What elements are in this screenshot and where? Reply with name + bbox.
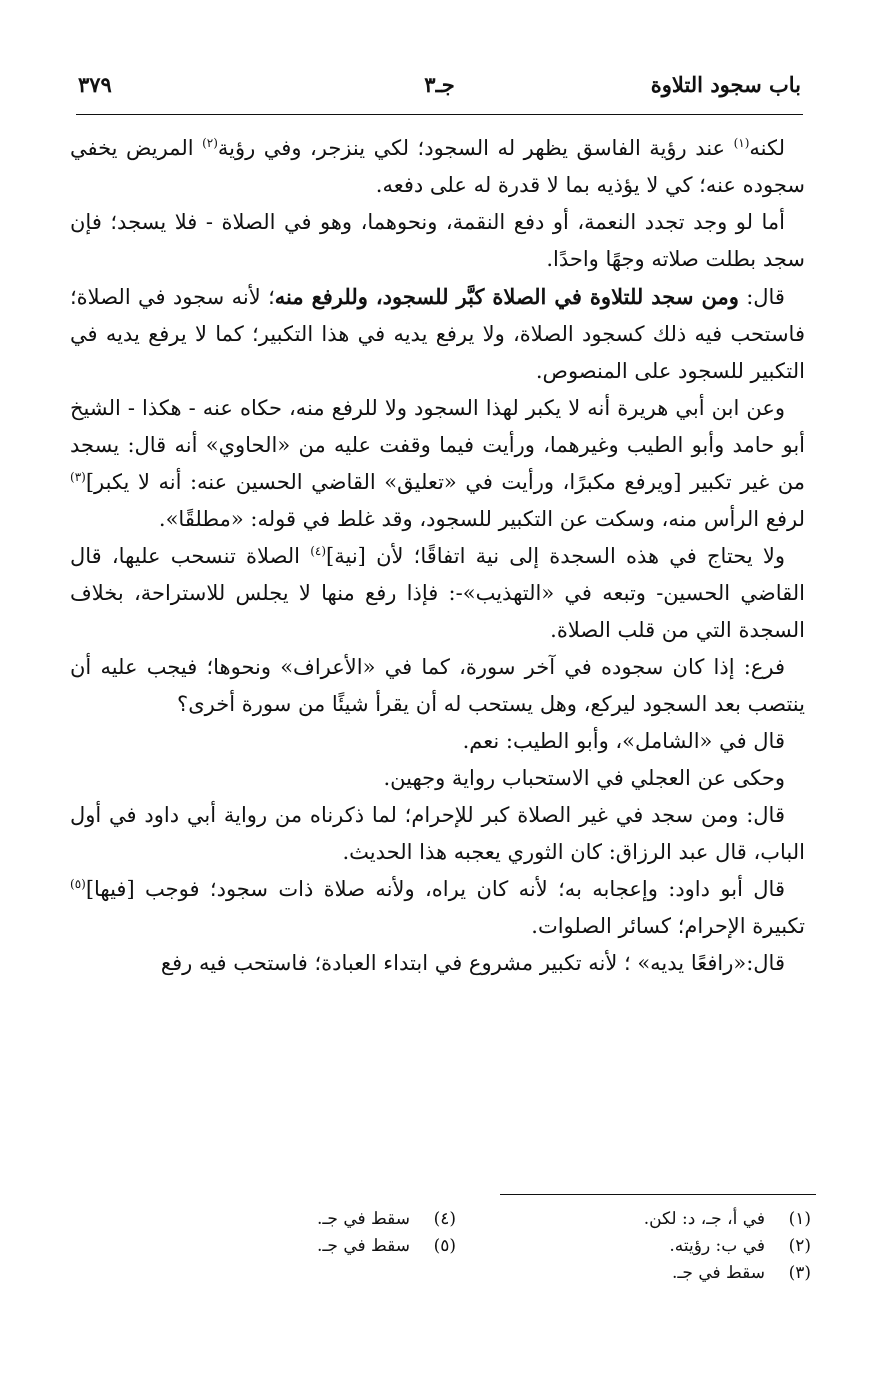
footnote-divider — [500, 1194, 816, 1195]
footnote-1 — [471, 1206, 811, 1233]
paragraph-3: قال: ومن سجد للتلاوة في الصلاة كبَّر للسجود، وللرفع منه؛ لأنه سجود في الصلاة؛ فاستحب فيه ذلك كسجود الصلاة، ولا يرفع يديه في هذا التكبير؛ كما لا يرفع يديه في التكبير للسجود على المنصوص. — [70, 284, 805, 383]
paragraph-2: أما لو وجد تجدد النعمة، أو دفع النقمة، ونحوهما، وهو في الصلاة - فلا يسجد؛ فإن سجد بطلت صلاته وجهًا واحدًا. — [70, 210, 805, 271]
footnote-ref-2: (٢) — [202, 136, 218, 150]
footnotes-column-left — [116, 1206, 456, 1260]
main-text — [70, 130, 805, 982]
paragraph-11: قال:«رافعًا يديه» ؛ لأنه تكبير مشروع في ابتداء العبادة؛ فاستحب فيه رفع — [160, 951, 785, 975]
footnote-3 — [471, 1260, 811, 1287]
paragraph-4: وعن ابن أبي هريرة أنه لا يكبر لهذا السجود ولا للرفع منه، حكاه عنه - هكذا - الشيخ أبو حامد وأبو الطيب وغيرهما، ورأيت فيما وقفت عليه من «الحاوي» أنه قال: يسجد من غير تكبير [ويرفع مكبرًا، ورأيت في «تعليق» القاضي الحسين عنه: أنه لا يكبر]$^{(٣)}$ لرفع الرأس منه، وسكت عن التكبير للسجود، وقد غلط في قوله: «مطلقًا». — [70, 396, 805, 531]
matn-text: ومن سجد للتلاوة في الصلاة كبَّر للسجود، وللرفع منه — [274, 284, 739, 309]
footnote-ref-4: (٤) — [310, 544, 327, 558]
footnote-text: في ب: رؤيته. — [669, 1236, 765, 1256]
header-divider — [76, 114, 803, 115]
running-header — [78, 66, 801, 106]
footnote-ref-3: (٣) — [70, 470, 86, 484]
footnote-text: سقط في جـ. — [317, 1236, 410, 1256]
paragraph-9: قال: ومن سجد في غير الصلاة كبر للإحرام؛ لما ذكرناه من رواية أبي داود في أول الباب، قال عبد الرزاق: كان الثوري يعجبه هذا الحديث. — [70, 803, 805, 864]
footnote-ref-5: (٥) — [70, 877, 86, 891]
paragraph-1: لكنه$^{(١)}$ عند رؤية الفاسق يظهر له السجود؛ لكي ينزجر، وفي رؤية$^{(٢)}$ المريض يخفي سجوده عنه؛ كي لا يؤذيه بما لا قدرة له على دفعه. — [70, 136, 805, 197]
footnote-text: سقط في جـ. — [317, 1209, 410, 1229]
paragraph-8: وحكى عن العجلي في الاستحباب رواية وجهين. — [383, 766, 785, 790]
footnote-2 — [471, 1233, 811, 1260]
paragraph-5: ولا يحتاج في هذه السجدة إلى نية اتفاقًا؛ لأن [نية]$^{(٤)}$ الصلاة تنسحب عليها، قال القاضي الحسين- وتبعه في «التهذيب»-: فإذا رفع منها لا يجلس للاستراحة، بخلاف السجدة التي من قلب الصلاة. — [70, 544, 805, 642]
footnotes — [70, 1206, 811, 1316]
footnote-number: (٢) — [788, 1236, 811, 1256]
volume-label: جـ٣ — [424, 72, 455, 97]
page-number: ٣٧٩ — [78, 72, 112, 97]
footnotes-column-right — [471, 1206, 811, 1287]
footnote-4 — [116, 1206, 456, 1233]
paragraph-10: قال أبو داود: وإعجابه به؛ لأنه كان يراه، ولأنه صلاة ذات سجود؛ فوجب [فيها]$^{(٥)}$ تكبيرة الإحرام؛ كسائر الصلوات. — [70, 877, 805, 938]
footnote-number: (٤) — [433, 1209, 456, 1229]
footnote-number: (٥) — [433, 1236, 456, 1256]
footnote-5 — [116, 1233, 456, 1260]
footnote-text: في أ، جـ، د: لكن. — [643, 1209, 765, 1229]
footnote-ref-1: (١) — [733, 136, 750, 150]
chapter-title: باب سجود التلاوة — [650, 72, 801, 97]
paragraph-7: قال في «الشامل»، وأبو الطيب: نعم. — [462, 729, 785, 753]
paragraph-6: فرع: إذا كان سجوده في آخر سورة، كما في «الأعراف» ونحوها؛ فيجب عليه أن ينتصب بعد السجود ليركع، وهل يستحب له أن يقرأ شيئًا من سورة أخرى؟ — [70, 655, 805, 716]
footnote-text: سقط في جـ. — [672, 1263, 765, 1283]
footnote-number: (١) — [788, 1209, 811, 1229]
footnote-number: (٣) — [788, 1263, 811, 1283]
